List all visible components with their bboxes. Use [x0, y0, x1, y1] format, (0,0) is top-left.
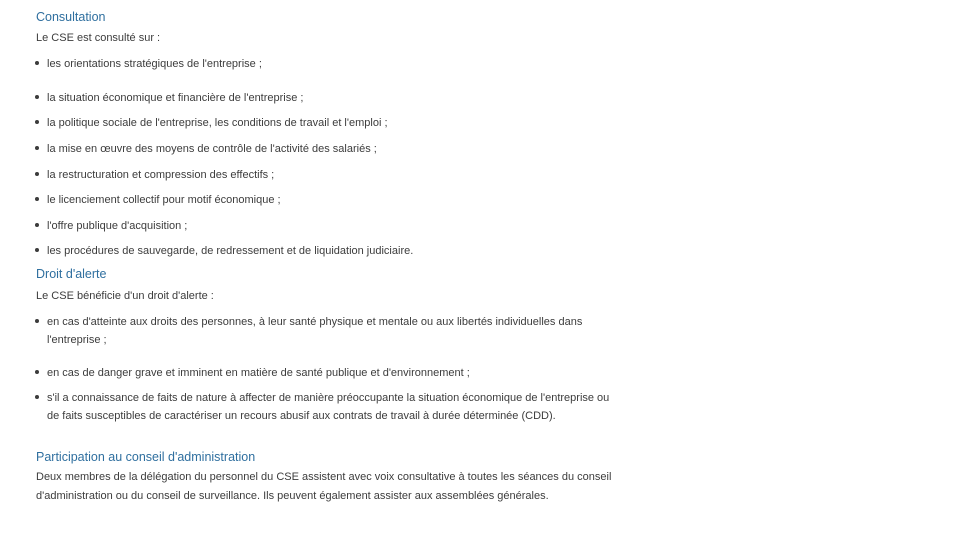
list-item: en cas d'atteinte aux droits des personnes, à leur santé physique et mentale ou aux libertés individuelles dans l'entreprise ; — [36, 313, 616, 349]
bullet-icon — [35, 172, 39, 176]
bullet-icon — [35, 223, 39, 227]
list-item: la mise en œuvre des moyens de contrôle de l'activité des salariés ; — [36, 140, 616, 158]
bullet-icon — [35, 95, 39, 99]
consultation-intro: Le CSE est consulté sur : — [36, 32, 161, 44]
bullet-icon — [35, 248, 39, 252]
list-item: la politique sociale de l'entreprise, les conditions de travail et l'emploi ; — [36, 114, 616, 132]
bullet-icon — [35, 319, 39, 323]
bullet-icon — [35, 120, 39, 124]
heading-participation: Participation au conseil d'administration — [36, 450, 256, 464]
participation-text: Deux membres de la délégation du personnel du CSE assistent avec voix consultative à toutes les séances du conseil d'administration ou du conseil de surveillance. Ils peuvent également assister aux assemblées générales. — [36, 471, 612, 502]
bullet-icon — [35, 61, 39, 65]
list-item: en cas de danger grave et imminent en matière de santé publique et d'environnement ; — [36, 364, 616, 382]
bullet-icon — [35, 370, 39, 374]
list-item: la situation économique et financière de l'entreprise ; — [36, 89, 616, 107]
bullet-icon — [35, 395, 39, 399]
alerte-intro: Le CSE bénéficie d'un droit d'alerte : — [36, 290, 214, 302]
list-item: s'il a connaissance de faits de nature à affecter de manière préoccupante la situation économique de l'entreprise ou de faits susceptibles de caractériser un recours abusif aux contrats de travail à durée déterminée (CDD). — [36, 389, 616, 425]
heading-consultation: Consultation — [36, 10, 106, 24]
list-item: le licenciement collectif pour motif économique ; — [36, 191, 616, 209]
bullet-icon — [35, 146, 39, 150]
list-item: la restructuration et compression des effectifs ; — [36, 166, 616, 184]
heading-droit-alerte: Droit d'alerte — [36, 267, 107, 281]
list-item: l'offre publique d'acquisition ; — [36, 217, 616, 235]
list-item: les orientations stratégiques de l'entreprise ; — [36, 55, 616, 73]
list-item: les procédures de sauvegarde, de redressement et de liquidation judiciaire. — [36, 242, 616, 260]
bullet-icon — [35, 197, 39, 201]
